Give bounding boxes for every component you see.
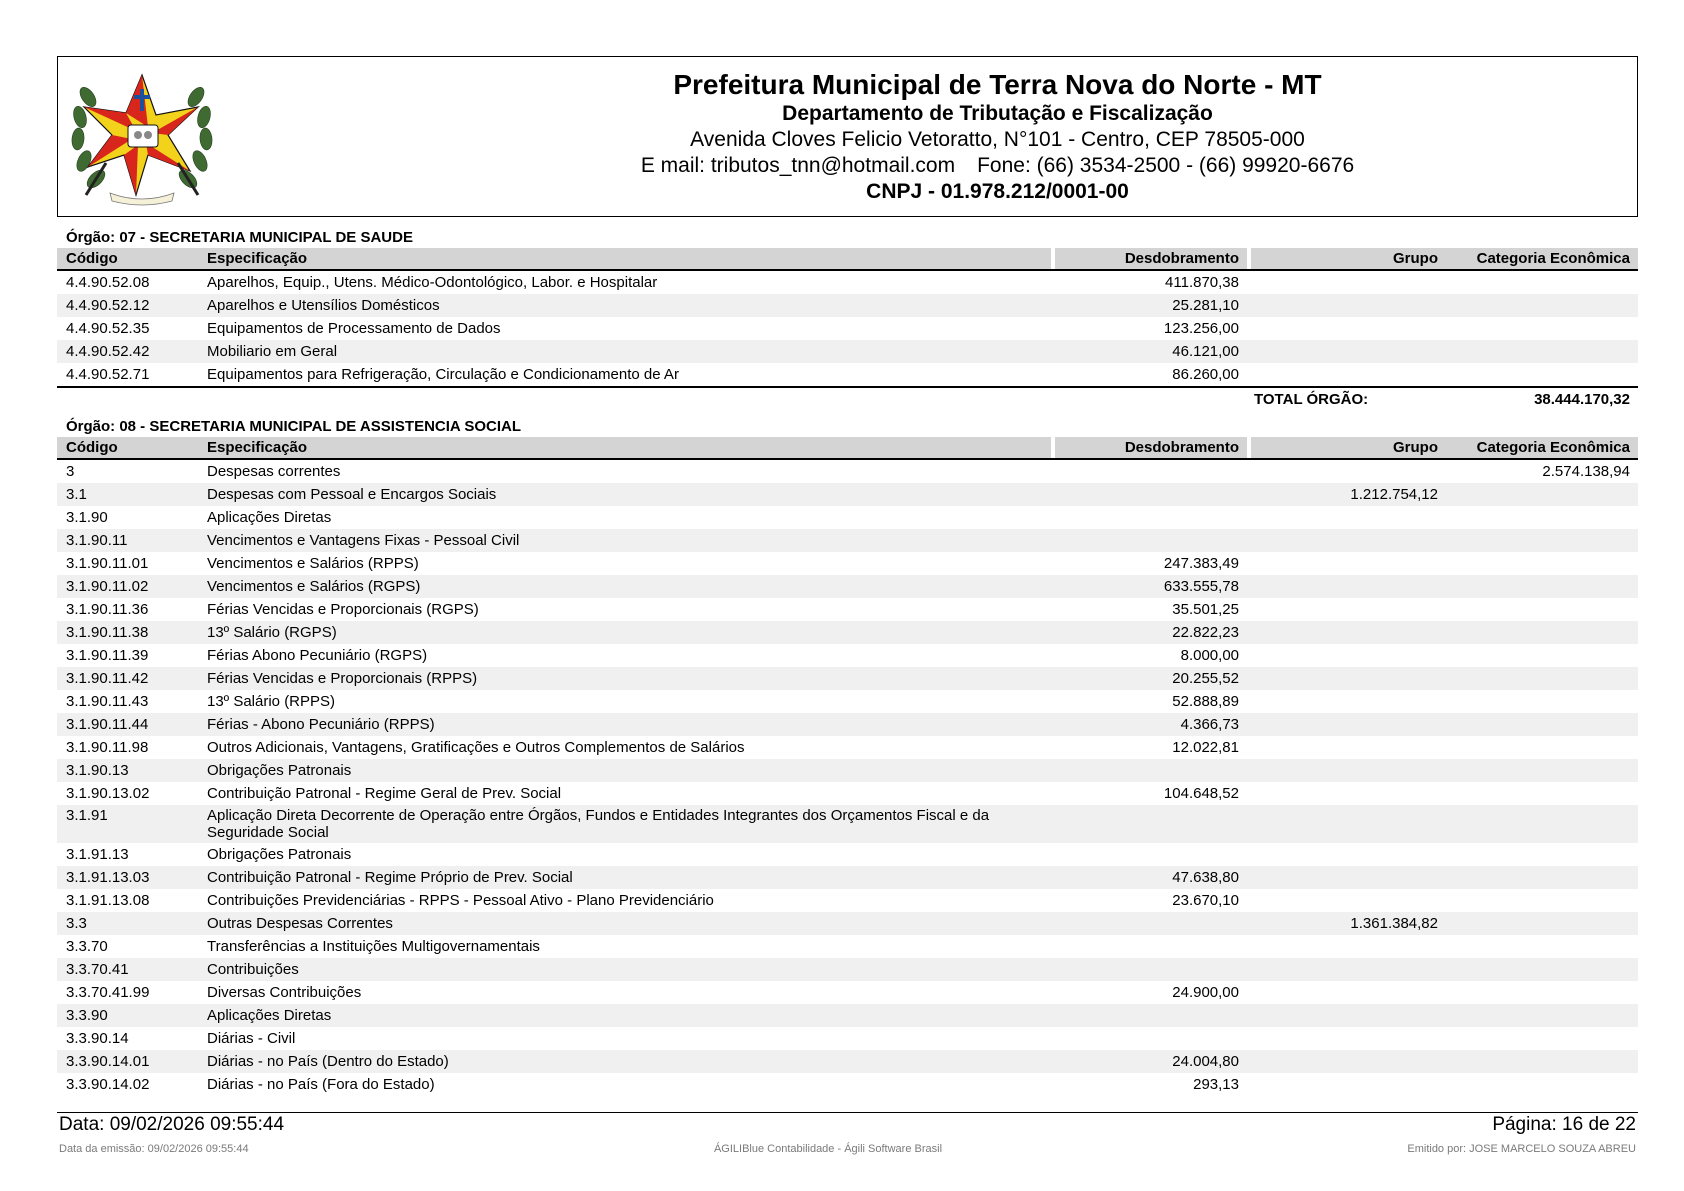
- row-specification: Equipamentos para Refrigeração, Circulação e Condicionamento de Ar: [207, 366, 679, 383]
- cnpj-line: CNPJ - 01.978.212/0001-00: [866, 180, 1129, 203]
- row-code: 4.4.90.52.12: [66, 297, 150, 314]
- table-header: [57, 437, 1638, 460]
- footer-meta: [59, 1143, 1636, 1155]
- row-specification: Despesas com Pessoal e Encargos Sociais: [207, 486, 497, 503]
- row-grupo: 1.361.384,82: [1350, 915, 1438, 932]
- table-row: [57, 759, 1638, 782]
- row-specification: Férias - Abono Pecuniário (RPPS): [207, 716, 435, 733]
- row-code: 3.3.90.14.02: [66, 1076, 150, 1093]
- table-row: [57, 1050, 1638, 1073]
- row-specification: Aplicações Diretas: [207, 1007, 332, 1024]
- table-row: [57, 981, 1638, 1004]
- row-specification: Contribuições: [207, 961, 299, 978]
- table-row: [57, 271, 1638, 294]
- table-row: [57, 1027, 1638, 1050]
- row-code: 3.1.90.13: [66, 762, 129, 779]
- page-number: Página: 16 de 22: [1492, 1114, 1636, 1135]
- row-desdobramento: 52.888,89: [1172, 693, 1239, 710]
- table-header: [57, 248, 1638, 271]
- footer-main: [59, 1114, 1636, 1136]
- table-row: [57, 529, 1638, 552]
- table-row: [57, 1004, 1638, 1027]
- col-code-header: Código: [57, 248, 205, 269]
- table-row: [57, 713, 1638, 736]
- col-categoria-header: Categoria Econômica: [1446, 248, 1638, 269]
- col-desdobramento-header: Desdobramento: [1055, 437, 1247, 458]
- row-code: 3.3.70.41.99: [66, 984, 150, 1001]
- row-specification: Férias Vencidas e Proporcionais (RPPS): [207, 670, 478, 687]
- row-specification: 13º Salário (RGPS): [207, 624, 337, 641]
- row-specification: Equipamentos de Processamento de Dados: [207, 320, 501, 337]
- org-total-row: [57, 388, 1638, 410]
- table-row: [57, 483, 1638, 506]
- row-code: 3.1.90.11.98: [66, 739, 149, 756]
- contact-line: [358, 153, 1637, 179]
- col-code-header: Código: [57, 437, 205, 458]
- row-code: 3.1.90.11.42: [66, 670, 149, 687]
- table-row: [57, 805, 1638, 843]
- table-row: [57, 363, 1638, 386]
- row-code: 4.4.90.52.08: [66, 274, 150, 291]
- row-specification: Contribuições Previdenciárias - RPPS - Pessoal Ativo - Plano Previdenciário: [207, 892, 714, 909]
- row-desdobramento: 24.900,00: [1172, 984, 1239, 1001]
- table-row: [57, 552, 1638, 575]
- address-line: Avenida Cloves Felicio Vetoratto, N°101 - Centro, CEP 78505-000: [690, 128, 1305, 151]
- emission-date: Data da emissão: 09/02/2026 09:55:44: [59, 1143, 249, 1155]
- org-08-section: [57, 416, 1638, 1096]
- row-specification: Aparelhos e Utensílios Domésticos: [207, 297, 440, 314]
- table-row: [57, 736, 1638, 759]
- table-row: [57, 317, 1638, 340]
- row-code: 3.1.91.13: [66, 846, 129, 863]
- table-row: [57, 1073, 1638, 1096]
- row-desdobramento: 24.004,80: [1172, 1053, 1239, 1070]
- row-desdobramento: 104.648,52: [1163, 785, 1239, 802]
- row-specification: Mobiliario em Geral: [207, 343, 338, 360]
- table-row: [57, 667, 1638, 690]
- row-desdobramento: 411.870,38: [1165, 274, 1239, 291]
- table-row: [57, 935, 1638, 958]
- table-row: [57, 575, 1638, 598]
- email-text: E mail: tributos_tnn@hotmail.com: [640, 154, 956, 177]
- row-code: 3.1.91.13.03: [66, 869, 150, 886]
- table-row: [57, 506, 1638, 529]
- row-code: 3.3.90.14.01: [66, 1053, 150, 1070]
- software-credit: ÁGILIBlue Contabilidade - Ágili Software Brasil: [713, 1143, 943, 1155]
- table-row: [57, 644, 1638, 667]
- row-specification: Despesas correntes: [207, 463, 341, 480]
- row-desdobramento: 20.255,52: [1172, 670, 1239, 687]
- row-specification: Contribuição Patronal - Regime Próprio de Prev. Social: [207, 869, 573, 886]
- org-title: Órgão: 08 - SECRETARIA MUNICIPAL DE ASSISTENCIA SOCIAL: [66, 418, 522, 435]
- row-code: 3.3.90.14: [66, 1030, 129, 1047]
- table-row: [57, 958, 1638, 981]
- row-code: 3.3.70.41: [66, 961, 129, 978]
- row-code: 3.1: [66, 486, 87, 503]
- row-specification: Outros Adicionais, Vantagens, Gratificações e Outros Complementos de Salários: [207, 739, 745, 756]
- row-code: 3.1.90: [66, 509, 108, 526]
- issued-by: Emitido por: JOSE MARCELO SOUZA ABREU: [1407, 1143, 1636, 1155]
- row-code: 3.1.90.13.02: [66, 785, 150, 802]
- row-code: 3.3.70: [66, 938, 108, 955]
- row-code: 4.4.90.52.71: [66, 366, 150, 383]
- row-specification: Vencimentos e Salários (RGPS): [207, 578, 421, 595]
- total-value: 38.444.170,32: [1534, 390, 1630, 408]
- table-row: [57, 912, 1638, 935]
- row-desdobramento: 46.121,00: [1172, 343, 1239, 360]
- table-row: [57, 621, 1638, 644]
- row-code: 3.1.90.11.39: [66, 647, 149, 664]
- row-specification: Diversas Contribuições: [207, 984, 362, 1001]
- row-desdobramento: 22.822,23: [1172, 624, 1239, 641]
- row-code: 3: [66, 463, 75, 480]
- department-name: Departamento de Tributação e Fiscalização: [782, 102, 1213, 125]
- row-desdobramento: 47.638,80: [1172, 869, 1239, 886]
- footer-divider: [57, 1112, 1638, 1113]
- row-desdobramento: 35.501,25: [1172, 601, 1239, 618]
- row-specification: Diárias - Civil: [207, 1030, 296, 1047]
- row-specification: Transferências a Instituições Multigovernamentais: [207, 938, 540, 955]
- row-desdobramento: 25.281,10: [1172, 297, 1239, 314]
- report-date: Data: 09/02/2026 09:55:44: [59, 1114, 285, 1135]
- row-specification: Aparelhos, Equip., Utens. Médico-Odontológico, Labor. e Hospitalar: [207, 274, 658, 291]
- row-specification: Aplicação Direta Decorrente de Operação entre Órgãos, Fundos e Entidades Integrantes dos Orçamentos Fiscal e da Seguridade Social: [207, 807, 990, 841]
- table-row: [57, 889, 1638, 912]
- row-desdobramento: 293,13: [1193, 1076, 1239, 1093]
- municipal-crest-icon: [66, 67, 218, 207]
- row-grupo: 1.212.754,12: [1350, 486, 1438, 503]
- col-grupo-header: Grupo: [1251, 248, 1446, 269]
- row-code: 3.1.90.11.38: [66, 624, 149, 641]
- row-code: 3.1.90.11: [66, 532, 128, 549]
- table-row: [57, 843, 1638, 866]
- col-spec-header: Especificação: [205, 437, 1051, 458]
- col-spec-header: Especificação: [205, 248, 1051, 269]
- row-specification: Férias Vencidas e Proporcionais (RGPS): [207, 601, 479, 618]
- row-code: 3.1.91: [66, 807, 108, 824]
- row-code: 3.3: [66, 915, 87, 932]
- row-code: 3.1.90.11.43: [66, 693, 149, 710]
- row-specification: 13º Salário (RPPS): [207, 693, 336, 710]
- row-desdobramento: 123.256,00: [1163, 320, 1239, 337]
- row-code: 3.1.90.11.44: [66, 716, 149, 733]
- col-categoria-header: Categoria Econômica: [1446, 437, 1638, 458]
- table-body: [57, 460, 1638, 1096]
- municipality-title: Prefeitura Municipal de Terra Nova do Norte - MT: [673, 69, 1322, 100]
- table-row: [57, 866, 1638, 889]
- row-code: 3.1.90.11.01: [66, 555, 149, 572]
- org-title: Órgão: 07 - SECRETARIA MUNICIPAL DE SAUDE: [66, 229, 413, 246]
- row-specification: Férias Abono Pecuniário (RGPS): [207, 647, 428, 664]
- row-specification: Vencimentos e Salários (RPPS): [207, 555, 419, 572]
- row-code: 4.4.90.52.42: [66, 343, 150, 360]
- row-code: 3.1.90.11.02: [66, 578, 149, 595]
- row-specification: Contribuição Patronal - Regime Geral de Prev. Social: [207, 785, 562, 802]
- row-categoria: 2.574.138,94: [1542, 463, 1630, 480]
- row-desdobramento: 12.022,81: [1172, 739, 1239, 756]
- row-desdobramento: 4.366,73: [1180, 716, 1239, 733]
- row-specification: Diárias - no País (Fora do Estado): [207, 1076, 435, 1093]
- total-label: TOTAL ÓRGÃO:: [1254, 390, 1369, 408]
- row-desdobramento: 8.000,00: [1180, 647, 1239, 664]
- table-row: [57, 690, 1638, 713]
- row-desdobramento: 247.383,49: [1163, 555, 1239, 572]
- header-text-block: [358, 69, 1637, 205]
- row-specification: Obrigações Patronais: [207, 762, 352, 779]
- row-specification: Diárias - no País (Dentro do Estado): [207, 1053, 449, 1070]
- col-grupo-header: Grupo: [1251, 437, 1446, 458]
- table-row: [57, 598, 1638, 621]
- row-specification: Vencimentos e Vantagens Fixas - Pessoal Civil: [207, 532, 520, 549]
- row-desdobramento: 633.555,78: [1163, 578, 1239, 595]
- row-desdobramento: 86.260,00: [1172, 366, 1239, 383]
- report-header: [57, 56, 1638, 217]
- table-row: [57, 460, 1638, 483]
- row-code: 4.4.90.52.35: [66, 320, 150, 337]
- table-row: [57, 340, 1638, 363]
- table-body: [57, 271, 1638, 386]
- row-specification: Outras Despesas Correntes: [207, 915, 393, 932]
- row-desdobramento: 23.670,10: [1172, 892, 1239, 909]
- row-specification: Obrigações Patronais: [207, 846, 352, 863]
- table-row: [57, 782, 1638, 805]
- row-code: 3.1.90.11.36: [66, 601, 149, 618]
- row-code: 3.3.90: [66, 1007, 108, 1024]
- org-07-section: [57, 227, 1638, 410]
- row-code: 3.1.91.13.08: [66, 892, 150, 909]
- table-row: [57, 294, 1638, 317]
- col-desdobramento-header: Desdobramento: [1055, 248, 1247, 269]
- row-specification: Aplicações Diretas: [207, 509, 332, 526]
- phone-text: Fone: (66) 3534-2500 - (66) 99920-6676: [977, 154, 1355, 177]
